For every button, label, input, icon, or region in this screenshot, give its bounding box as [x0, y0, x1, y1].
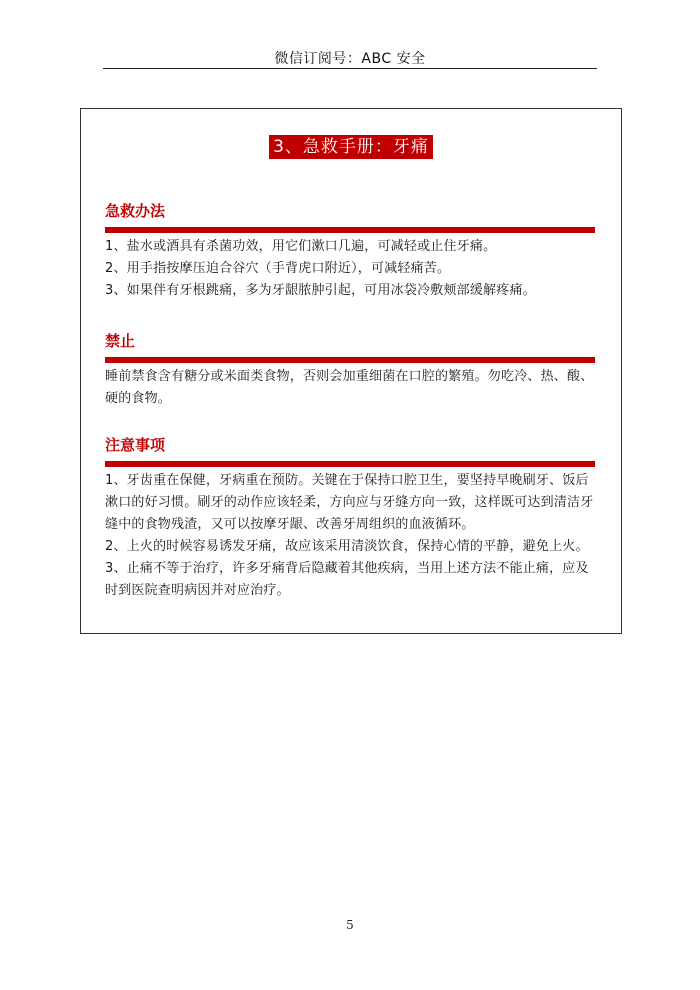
header-title: 微信订阅号：ABC 安全: [274, 51, 426, 67]
header-divider: [103, 68, 597, 69]
section-divider-bar: [105, 227, 595, 233]
paragraph: 2、上火的时候容易诱发牙痛，故应该采用清淡饮食，保持心情的平静，避免上火。: [105, 539, 589, 554]
page-number: 5: [346, 918, 354, 932]
list-item: 1、盐水或酒具有杀菌功效，用它们漱口几遍，可减轻或止住牙痛。: [105, 239, 497, 254]
section-heading: 禁止: [105, 332, 136, 350]
section-divider-bar: [105, 461, 595, 467]
section-heading: 注意事项: [105, 436, 166, 454]
section-first-aid: [105, 201, 595, 302]
list-item: 2、用手指按摩压迫合谷穴（手背虎口附近），可减轻痛苦。: [105, 261, 451, 276]
paragraph: 睡前禁食含有糖分或米面类食物，否则会加重细菌在口腔的繁殖。勿吃冷、热、酸、硬的食物。: [105, 369, 594, 406]
card-title-wrap: [81, 135, 621, 159]
section-body: [105, 470, 595, 602]
section-forbidden: [105, 331, 595, 410]
first-aid-card: [80, 108, 622, 634]
list-item: 3、如果伴有牙根跳痛，多为牙龈脓肿引起，可用冰袋冷敷颊部缓解疼痛。: [105, 283, 536, 298]
section-body: [105, 366, 595, 410]
section-divider-bar: [105, 357, 595, 363]
paragraph: 3、止痛不等于治疗，许多牙痛背后隐藏着其他疾病，当用上述方法不能止痛，应及时到医院查明病因并对应治疗。: [105, 561, 589, 598]
section-notes: [105, 435, 595, 602]
section-heading: 急救办法: [105, 202, 166, 220]
paragraph: 1、牙齿重在保健，牙病重在预防。关键在于保持口腔卫生，要坚持早晚刷牙、饭后漱口的好习惯。刷牙的动作应该轻柔，方向应与牙缝方向一致，这样既可达到清洁牙缝中的食物残渣，又可以按摩牙龈、改善牙周组织的血液循环。: [105, 473, 594, 532]
section-body: [105, 236, 595, 302]
card-title: 3、急救手册：牙痛: [269, 135, 433, 159]
